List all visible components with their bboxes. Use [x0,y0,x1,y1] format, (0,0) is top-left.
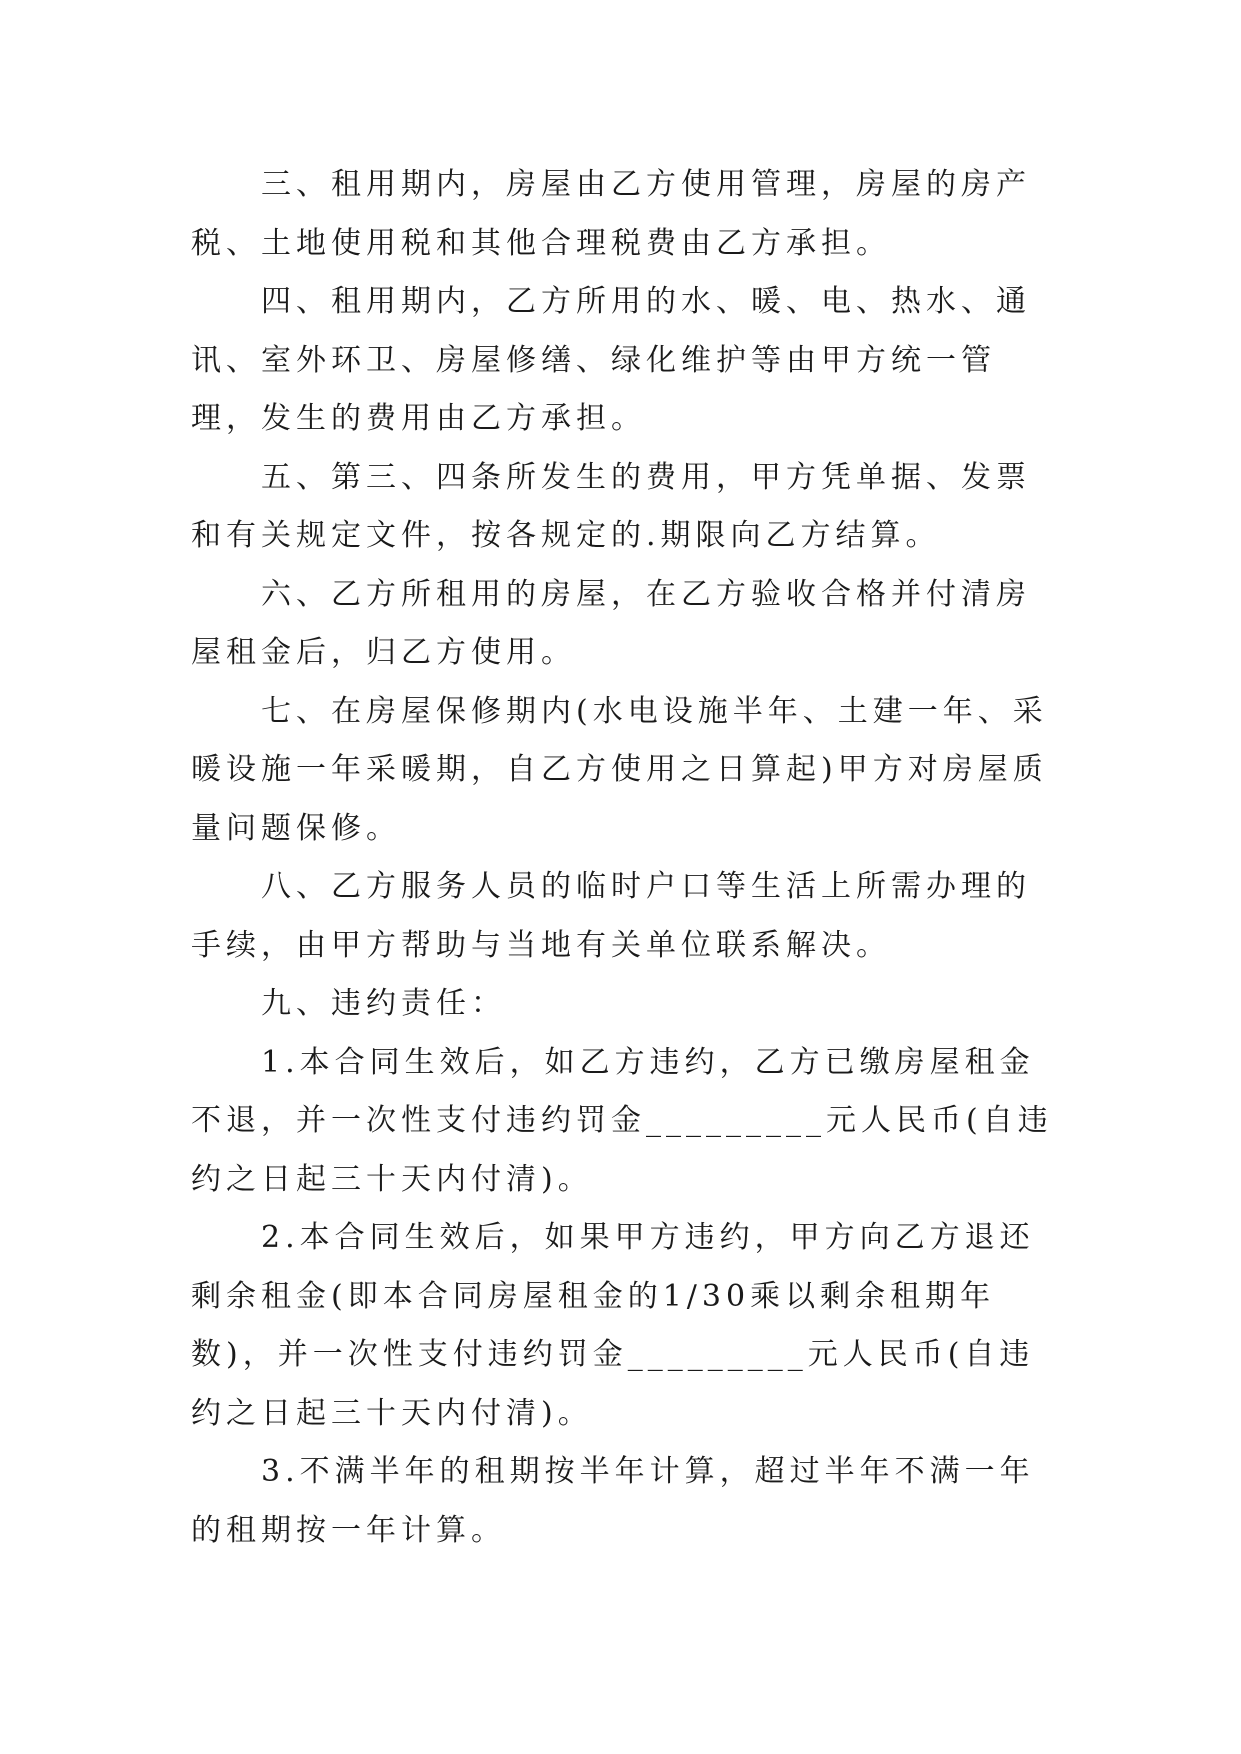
clause-3-paragraph: 三、租用期内，房屋由乙方使用管理，房屋的房产税、土地使用税和其他合理税费由乙方承担。 [191,167,1031,261]
breach-item-3: 3.不满半年的租期按半年计算，超过半年不满一年的租期按一年计算。 [191,1454,1035,1548]
breach-item-1: 1.本合同生效后，如乙方违约，乙方已缴房屋租金不退，并一次性支付违约罚金_________元人民币(自违约之日起三十天内付清)。 [191,1044,1053,1197]
contract-body [191,156,1061,1560]
clause-4-paragraph: 四、租用期内，乙方所用的水、暖、电、热水、通讯、室外环卫、房屋修缮、绿化维护等由甲方统一管理，发生的费用由乙方承担。 [191,284,1031,436]
clause-6-paragraph: 六、乙方所租用的房屋，在乙方验收合格并付清房屋租金后，归乙方使用。 [191,576,1031,670]
breach-item-2: 2.本合同生效后，如果甲方违约，甲方向乙方退还剩余租金(即本合同房屋租金的1/30乘以剩余租期年数)，并一次性支付违约罚金_________元人民币(自违约之日起三十天内付清)。 [191,1220,1035,1431]
clause-7-paragraph: 七、在房屋保修期内(水电设施半年、土建一年、采暖设施一年采暖期，自乙方使用之日算起)甲方对房屋质量问题保修。 [191,693,1048,846]
clause-8-paragraph: 八、乙方服务人员的临时户口等生活上所需办理的手续，由甲方帮助与当地有关单位联系解决。 [191,869,1031,963]
clause-9-heading: 九、违约责任： [261,986,506,1021]
clause-5-paragraph: 五、第三、四条所发生的费用，甲方凭单据、发票和有关规定文件，按各规定的.期限向乙方结算。 [191,459,1031,553]
